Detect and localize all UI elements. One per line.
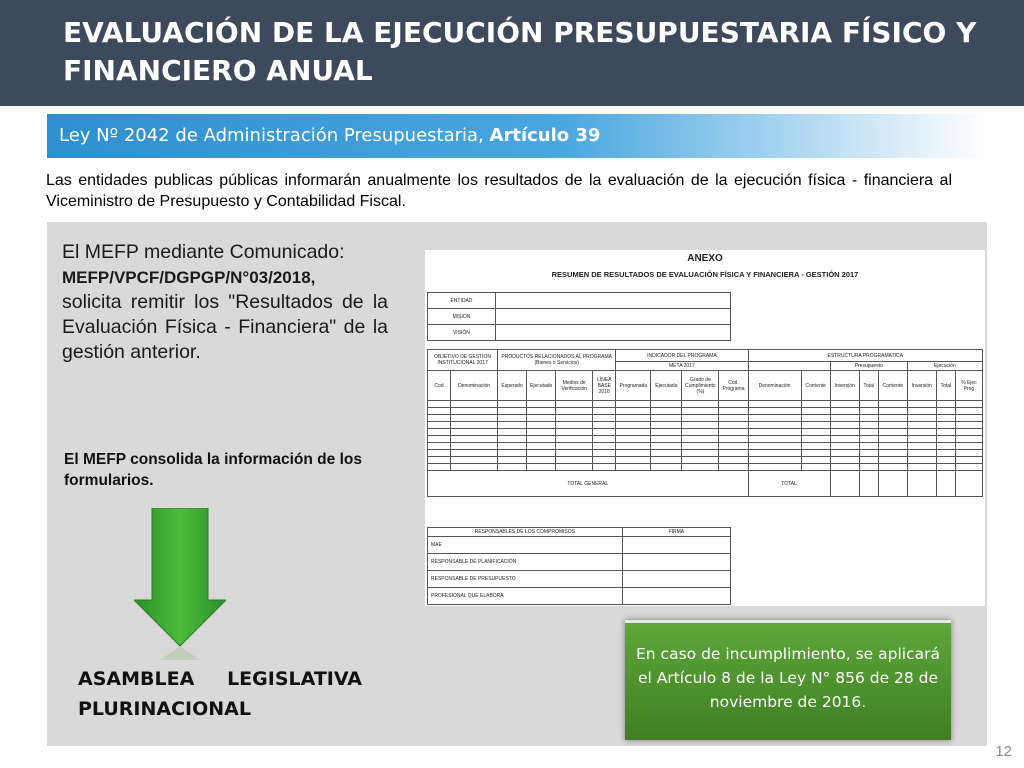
col-group-estructura: ESTRUCTURA PROGRAMATICA — [748, 350, 982, 362]
communique-text — [62, 240, 388, 365]
assembly-word1: ASAMBLEA — [78, 668, 195, 690]
col-group-presupuesto: Presupuesto — [830, 362, 907, 371]
col-header: LÍNEA BASE 2016 — [593, 371, 616, 401]
responsable-row: PROFESIONAL QUE ELABORA — [428, 588, 623, 605]
col-header: Denominación — [451, 371, 498, 401]
responsables-table — [427, 527, 731, 605]
total-label: TOTAL — [748, 471, 830, 497]
col-header: Medios de Verificación — [556, 371, 593, 401]
col-header: Inversión — [830, 371, 859, 401]
col-header: Denominación — [748, 371, 801, 401]
assembly-word3: PLURINACIONAL — [78, 698, 251, 720]
col-header: Corriente — [801, 371, 830, 401]
col-group-ejecucion: Ejecución — [907, 362, 982, 371]
notice-text: En caso de incumplimiento, se aplicará el Artículo 8 de la Ley N° 856 de 28 de noviembre de 2016. — [636, 645, 940, 711]
col-header: Ejecutada — [651, 371, 682, 401]
firma-header: FIRMA — [622, 528, 730, 537]
col-header: Inversión — [907, 371, 936, 401]
intro-paragraph: Las entidades publicas públicas informarán anualmente los resultados de la evaluación de la ejecución física - financiera al Viceministro de Presupuesto y Contabilidad Fiscal. — [46, 172, 952, 210]
col-group-indicador: INDICADOR DEL PROGRAMA — [616, 350, 748, 362]
col-header: Cod — [428, 371, 451, 401]
col-header: Cod. Programa — [719, 371, 748, 401]
total-general-label: TOTAL GENERAL — [428, 471, 749, 497]
page-number: 12 — [995, 743, 1012, 760]
responsable-row: RESPONSABLE DE PLANIFICACIÓN — [428, 554, 623, 571]
col-header: Grado de Cumplimiento (%) — [682, 371, 719, 401]
info-label: VISIÓN — [428, 325, 496, 341]
subtitle — [59, 124, 600, 148]
annex-info-table — [427, 292, 731, 341]
col-header: Ejecutado — [527, 371, 556, 401]
communique-code: MEFP/VPCF/DGPGP/N°03/2018, — [62, 268, 316, 287]
col-header: Total — [859, 371, 878, 401]
communique-line1: El MEFP mediante Comunicado: — [62, 241, 345, 263]
responsable-row: MAE — [428, 537, 623, 554]
col-group-objetivo: OBJETIVO DE GESTION INSTITUCIONAL 2017 — [428, 350, 498, 371]
col-header: Esperado — [498, 371, 527, 401]
annex-form — [425, 250, 985, 606]
annex-title: ANEXO — [687, 253, 723, 264]
page-title: EVALUACIÓN DE LA EJECUCIÓN PRESUPUESTARIA FÍSICO Y FINANCIERO ANUAL — [63, 16, 977, 87]
legislative-assembly — [78, 664, 362, 724]
annex-subtitle: RESUMEN DE RESULTADOS DE EVALUACIÓN FÍSICA Y FINANCIERA - GESTIÓN 2017 — [551, 270, 859, 279]
consolidation-text: El MEFP consolida la información de los formularios. — [64, 451, 362, 489]
annex-main-table — [427, 349, 983, 497]
responsables-header: RESPONSABLES DE LOS COMPROMISOS — [428, 528, 623, 537]
info-label: ENTIDAD — [428, 293, 496, 309]
col-header: Programada — [616, 371, 651, 401]
info-label: MISIÓN — [428, 309, 496, 325]
assembly-word2: LEGISLATIVA — [227, 668, 362, 690]
subtitle-article: Artículo 39 — [489, 125, 601, 146]
col-group-meta: META 2017 — [616, 362, 748, 371]
col-header: Corriente — [878, 371, 907, 401]
col-header: % Ejec Prog — [955, 371, 982, 401]
col-header: Total — [936, 371, 955, 401]
responsable-row: RESPONSABLE DE PRESUPUESTO — [428, 571, 623, 588]
communique-line2: solicita remitir los "Resultados de la Evaluación Física - Financiera" de la gestión anterior. — [62, 291, 388, 363]
col-group-productos: PRODUCTOS RELACIONADOS AL PROGRAMA (Bienes o Servicios) — [498, 350, 616, 371]
down-arrow-icon — [134, 508, 226, 660]
subtitle-law: Ley Nº 2042 de Administración Presupuestaria, — [59, 125, 484, 146]
